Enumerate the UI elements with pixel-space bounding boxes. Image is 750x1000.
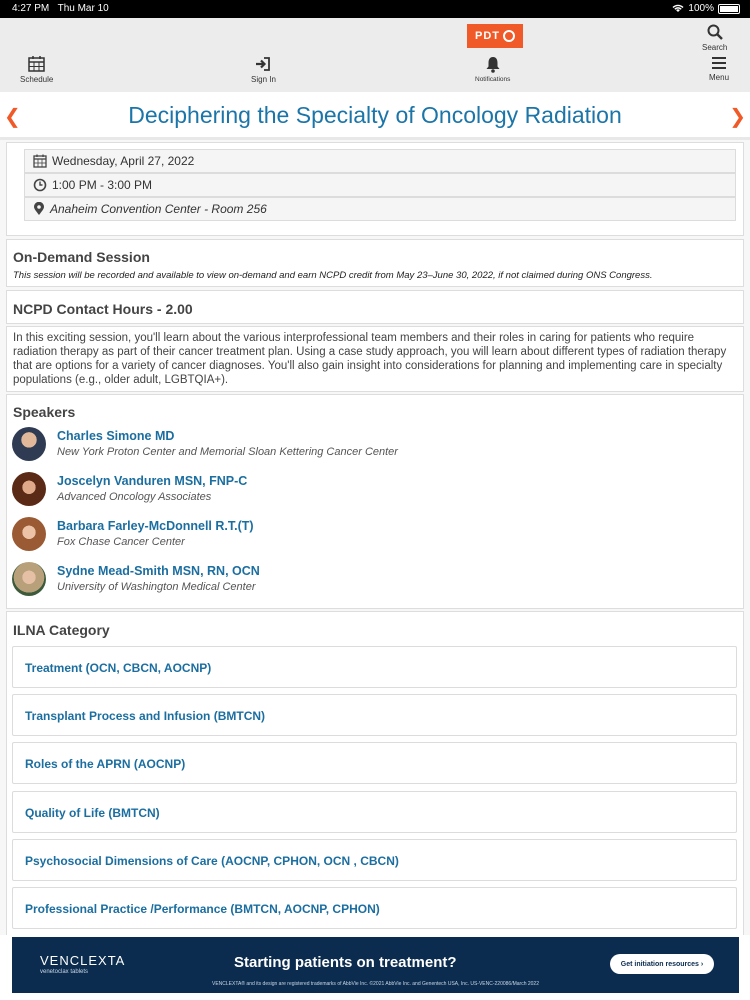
ilna-category-item[interactable]: Treatment (OCN, CBCN, AOCNP) bbox=[12, 646, 737, 688]
top-navigation bbox=[0, 18, 750, 92]
speaker-organization: Fox Chase Cancer Center bbox=[57, 536, 185, 548]
ad-cta-button[interactable]: Get initiation resources › bbox=[610, 954, 714, 974]
wifi-icon bbox=[672, 4, 684, 13]
clock-logo-icon bbox=[503, 30, 515, 42]
next-arrow-icon[interactable]: ❯ bbox=[729, 106, 746, 128]
session-location-row bbox=[24, 197, 736, 221]
bell-icon bbox=[485, 56, 501, 73]
sign-in-icon bbox=[255, 56, 271, 72]
venclexta-logo: VENCLEXTA venetoclax tablets bbox=[40, 953, 126, 975]
ad-banner[interactable] bbox=[12, 937, 739, 993]
ilna-heading: ILNA Category bbox=[13, 622, 110, 638]
description-section bbox=[6, 326, 744, 392]
on-demand-heading: On-Demand Session bbox=[13, 249, 150, 265]
on-demand-text: This session will be recorded and available to view on-demand and earn NCPD credit from May 23–June 30, 2022, if not claimed during ONS Congress. bbox=[13, 270, 653, 281]
hamburger-icon bbox=[711, 56, 727, 70]
speaker-avatar bbox=[12, 427, 46, 461]
status-time: 4:27 PM Thu Mar 10 bbox=[12, 3, 109, 14]
status-battery: 100% bbox=[672, 3, 740, 14]
schedule-button[interactable]: Schedule bbox=[20, 56, 53, 84]
ncpd-section bbox=[6, 290, 744, 324]
speaker-organization: Advanced Oncology Associates bbox=[57, 491, 212, 503]
speaker-avatar bbox=[12, 472, 46, 506]
ilna-category-item[interactable]: Transplant Process and Infusion (BMTCN) bbox=[12, 694, 737, 736]
ilna-category-item[interactable]: Quality of Life (BMTCN) bbox=[12, 791, 737, 833]
calendar-icon bbox=[33, 154, 47, 168]
ilna-category-item[interactable]: Professional Practice /Performance (BMTCN, AOCNP, CPHON) bbox=[12, 887, 737, 929]
sign-in-button[interactable]: Sign In bbox=[251, 56, 276, 84]
ilna-category-item[interactable]: Roles of the APRN (AOCNP) bbox=[12, 742, 737, 784]
status-bar bbox=[0, 0, 750, 18]
speaker-item[interactable] bbox=[12, 427, 712, 467]
clock-icon bbox=[33, 178, 47, 192]
speaker-organization: University of Washington Medical Center bbox=[57, 581, 256, 593]
session-content[interactable] bbox=[0, 140, 750, 935]
map-pin-icon bbox=[33, 202, 45, 216]
session-description: In this exciting session, you'll learn about the various interprofessional team members and their roles in caring for patients who require radiation therapy as part of their cancer treatment plan. Using a case study approach, you will learn about different types of radiation therapy that are options for a variety of cancer diagnoses. You'll also gain insight into considerations for planning and implementing care in specialty populations (e.g., older adult, LGBTQIA+). bbox=[13, 332, 727, 386]
speaker-name[interactable]: Barbara Farley-McDonnell R.T.(T) bbox=[57, 519, 254, 533]
ad-fine-print: VENCLEXTA® and its design are registered trademarks of AbbVie Inc. ©2021 AbbVie Inc. and Genentech USA, Inc. US-VENC-220086/March 2022 bbox=[212, 981, 539, 987]
session-time-row bbox=[24, 173, 736, 197]
session-time: 1:00 PM - 3:00 PM bbox=[52, 178, 153, 192]
speaker-item[interactable] bbox=[12, 472, 712, 512]
battery-icon bbox=[718, 4, 740, 14]
session-date-row bbox=[24, 149, 736, 173]
search-icon bbox=[707, 24, 723, 40]
ilna-category-item[interactable]: Psychosocial Dimensions of Care (AOCNP, CPHON, OCN , CBCN) bbox=[12, 839, 737, 881]
ncpd-heading: NCPD Contact Hours - 2.00 bbox=[13, 301, 193, 317]
speaker-name[interactable]: Sydne Mead-Smith MSN, RN, OCN bbox=[57, 564, 260, 578]
speaker-organization: New York Proton Center and Memorial Sloan Kettering Cancer Center bbox=[57, 446, 398, 458]
speakers-heading: Speakers bbox=[13, 404, 76, 420]
ad-headline: Starting patients on treatment? bbox=[234, 954, 457, 971]
search-button[interactable]: Search bbox=[702, 24, 727, 52]
session-date: Wednesday, April 27, 2022 bbox=[52, 154, 195, 168]
pdt-logo[interactable]: PDT bbox=[467, 24, 523, 48]
speaker-avatar bbox=[12, 517, 46, 551]
on-demand-section bbox=[6, 239, 744, 287]
session-location: Anaheim Convention Center - Room 256 bbox=[50, 202, 267, 216]
title-bar bbox=[0, 92, 750, 140]
speaker-item[interactable] bbox=[12, 562, 712, 602]
speaker-avatar bbox=[12, 562, 46, 596]
page-title: Deciphering the Specialty of Oncology Radiation bbox=[128, 102, 622, 128]
speaker-item[interactable] bbox=[12, 517, 712, 557]
menu-button[interactable]: Menu bbox=[709, 56, 729, 82]
previous-arrow-icon[interactable]: ❮ bbox=[4, 106, 21, 128]
notifications-button[interactable]: Notifications bbox=[475, 56, 510, 83]
calendar-icon bbox=[28, 56, 45, 72]
speaker-name[interactable]: Joscelyn Vanduren MSN, FNP-C bbox=[57, 474, 248, 488]
speaker-name[interactable]: Charles Simone MD bbox=[57, 429, 175, 443]
